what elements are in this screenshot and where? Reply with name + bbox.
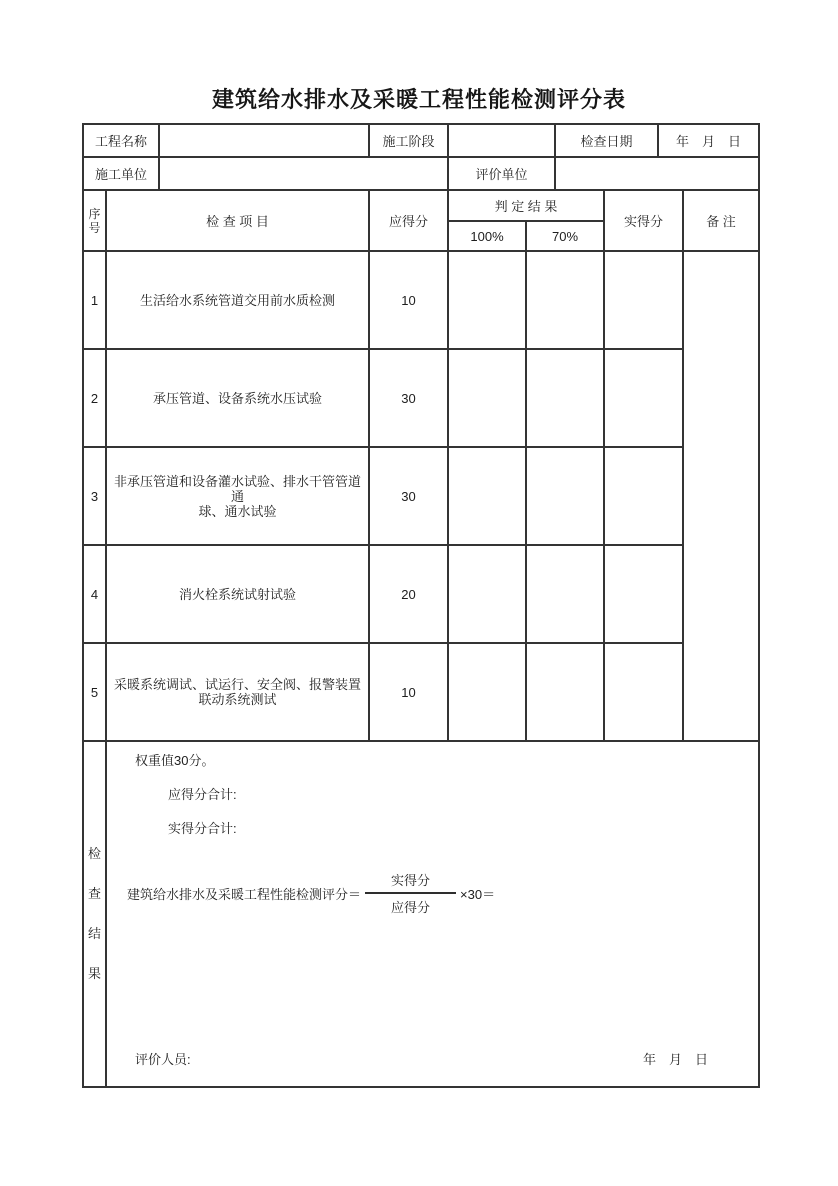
result-row (83, 741, 759, 1087)
due-score-cell: 20 (369, 545, 448, 643)
actual-score-cell (604, 545, 683, 643)
result-section-label: 检查结果 (83, 741, 106, 1087)
formula-denominator: 应得分 (391, 900, 431, 915)
info-table (82, 123, 760, 191)
judge-70-cell (526, 447, 604, 545)
table-row (83, 447, 759, 545)
judge-100-cell (448, 349, 526, 447)
seq-cell: 4 (83, 545, 106, 643)
judge-100-cell (448, 643, 526, 741)
formula-suffix: ×30＝ (460, 886, 496, 902)
seq-cell: 2 (83, 349, 106, 447)
item-column-header: 检 查 项 目 (106, 190, 369, 251)
construction-unit-label: 施工单位 (83, 157, 159, 190)
item-cell: 承压管道、设备系统水压试验 (106, 349, 369, 447)
item-cell: 非承压管道和设备灌水试验、排水干管管道 通 球、通水试验 (106, 447, 369, 545)
actual-score-cell (604, 643, 683, 741)
seq-cell: 1 (83, 251, 106, 349)
score-table-header-row-1 (83, 190, 759, 221)
project-name-value-cell (159, 124, 369, 157)
info-row-2 (83, 157, 759, 190)
judgement-result-header: 判 定 结 果 (448, 190, 604, 221)
result-footer (135, 1049, 708, 1068)
construction-stage-value-cell (448, 124, 555, 157)
check-date-label: 检查日期 (555, 124, 658, 157)
actual-score-cell (604, 447, 683, 545)
check-date-value-cell: 年 月 日 (658, 124, 759, 157)
table-row (83, 349, 759, 447)
seq-cell: 3 (83, 447, 106, 545)
due-score-total-label: 应得分合计: (168, 787, 237, 802)
table-row (83, 643, 759, 741)
judge-70-cell (526, 545, 604, 643)
due-score-cell: 10 (369, 643, 448, 741)
formula-prefix: 建筑给水排水及采暖工程性能检测评分＝ (127, 886, 362, 902)
remark-column-header: 备 注 (683, 190, 759, 251)
item-cell: 生活给水系统管道交用前水质检测 (106, 251, 369, 349)
info-row-1 (83, 124, 759, 157)
judge-100-cell (448, 447, 526, 545)
remark-cell (683, 251, 759, 741)
seq-column-header: 序号 (83, 190, 106, 251)
actual-score-total-label: 实得分合计: (168, 821, 237, 836)
item-cell: 消火栓系统试射试验 (106, 545, 369, 643)
judge-70-cell (526, 643, 604, 741)
evaluator-label: 评价人员: (135, 1052, 191, 1067)
formula-fraction (365, 870, 456, 916)
construction-unit-value-cell (159, 157, 448, 190)
result-section-body (106, 741, 759, 1087)
result-table (82, 740, 760, 1088)
actual-score-column-header: 实得分 (604, 190, 683, 251)
actual-score-cell (604, 349, 683, 447)
judgement-100-header: 100% (448, 221, 526, 251)
due-score-cell: 30 (369, 447, 448, 545)
result-date: 年 月 日 (642, 1052, 708, 1067)
judge-100-cell (448, 251, 526, 349)
table-row (83, 251, 759, 349)
due-score-column-header: 应得分 (369, 190, 448, 251)
score-formula (127, 870, 495, 916)
project-name-label: 工程名称 (83, 124, 159, 157)
judge-70-cell (526, 251, 604, 349)
construction-stage-label: 施工阶段 (369, 124, 448, 157)
formula-numerator: 实得分 (365, 870, 456, 894)
evaluation-unit-label: 评价单位 (448, 157, 555, 190)
item-cell: 采暖系统调试、试运行、安全阀、报警装置 联动系统测试 (106, 643, 369, 741)
form-tables (82, 123, 758, 1088)
weight-note: 权重值30分。 (135, 753, 215, 768)
due-score-cell: 10 (369, 251, 448, 349)
judgement-70-header: 70% (526, 221, 604, 251)
evaluation-unit-value-cell (555, 157, 759, 190)
due-score-cell: 30 (369, 349, 448, 447)
seq-cell: 5 (83, 643, 106, 741)
page-title: 建筑给水排水及采暖工程性能检测评分表 (211, 87, 626, 112)
judge-100-cell (448, 545, 526, 643)
judge-70-cell (526, 349, 604, 447)
table-row (83, 545, 759, 643)
actual-score-cell (604, 251, 683, 349)
score-table (82, 189, 760, 742)
